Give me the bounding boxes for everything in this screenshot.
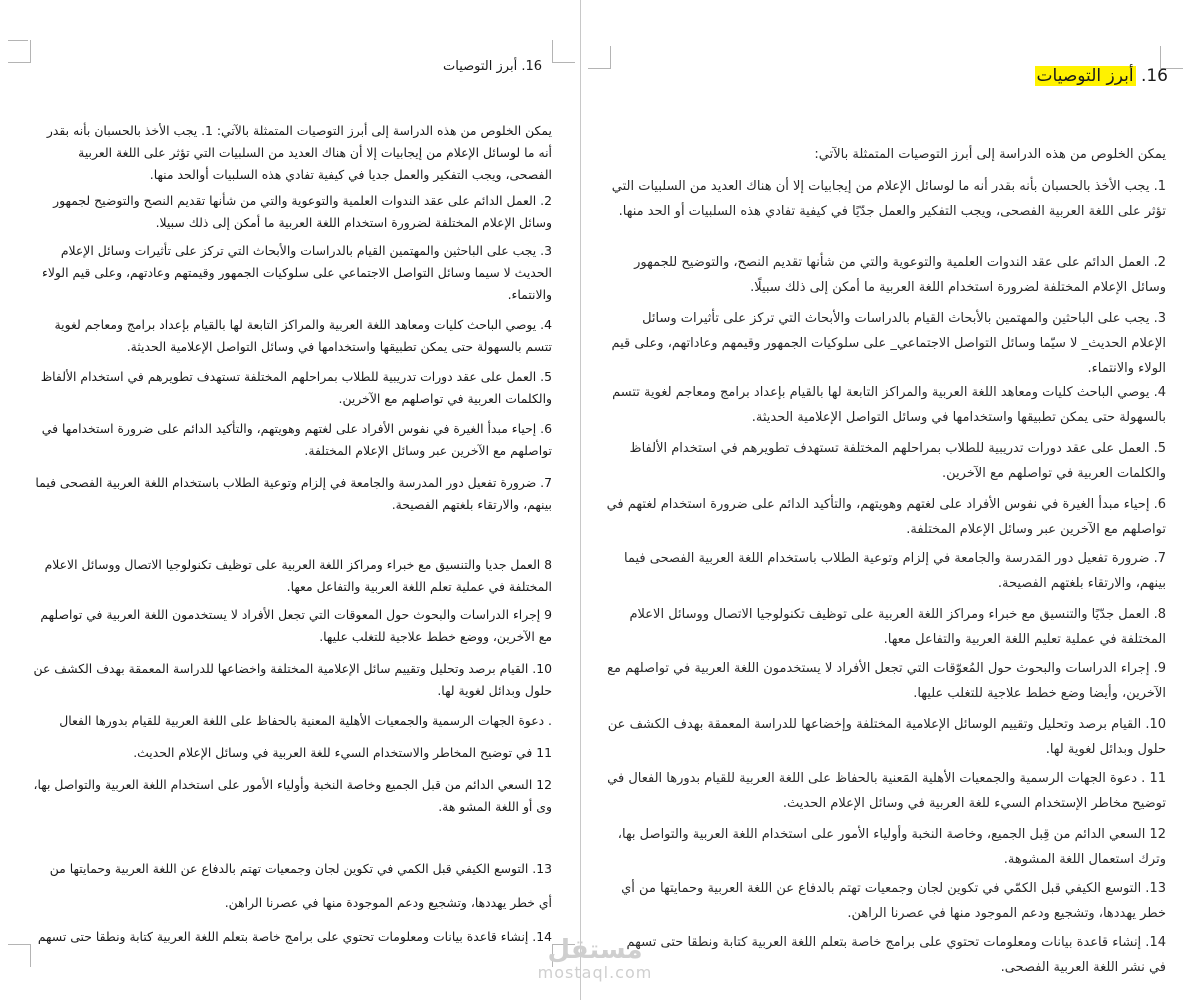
right-paragraph-1: 1. يجب الأخذ بالحسبان بأنه بقدر أنه ما لوسائل الإعلام من إيجابيات إلا أن هناك العديد من السلبيات التي تؤثر على اللغة العربية الفصحى، ويجب التفكير والعمل جدّيًا في كيفية تفادي هذه السلبيات أو الحد منها. [611, 179, 1166, 219]
left-page-heading: 16. أبرز التوصيات [443, 59, 542, 74]
right-paragraph-8: 8. العمل جدّيًا والتنسيق مع خبراء ومراكز اللغة العربية على توظيف تكنولوجيا الاتصال ووسائل الاعلام المختلفة في عملية تعليم اللغة العربية والتفاعل معها. [629, 607, 1166, 647]
left-paragraph-3: 3. يجب على الباحثين والمهتمين القيام بالدراسات والأبحاث التي تركز على تأثيرات وسائل الإعلام الحديث لا سيما وسائل التواصل الاجتماعي على سلوكيات الجمهور وقيمتهم وعادتهم، وعلى قيم الولاء والانتماء. [42, 243, 552, 302]
right-paragraph-2: 2. العمل الدائم على عقد الندوات العلمية والتوعوية والتي من شأنها تقديم النصح، والتوضيح للجمهور وسائل الإعلام المختلفة لضرورة استخدام اللغة العربية ما أمكن إلى ذلك سبيلًا. [634, 255, 1166, 295]
heading-title-highlighted: أبرز التوصيات [1036, 66, 1134, 86]
left-paragraph-6: 6. إحياء مبدأ الغيرة في نفوس الأفراد على لغتهم وهويتهم، والتأكيد الدائم على ضرورة استخدامها في تواصلهم مع الآخرين عبر وسائل الإعلام المختلفة. [41, 421, 552, 458]
left-paragraph-12: 12 السعي الدائم من قبل الجميع وخاصة النخبة وأولياء الأمور على استخدام اللغة العربية والتواصل بها، وى أو اللغة المشو هة. [33, 777, 552, 814]
right-page-heading [1035, 66, 1168, 86]
watermark-latin: mostaql.com [537, 963, 653, 982]
left-paragraph-call: . دعوة الجهات الرسمية والجمعيات الأهلية المعنية بالحفاظ على اللغة العربية للقيام بدورها الفعال [59, 713, 552, 728]
right-paragraph-4: 4. يوصي الباحث كليات ومعاهد اللغة العربية والمراكز التابعة لها بالقيام بإعداد برامج ومعاجم لغوية تتسم بالسهولة حتى يمكن تطبيقها واستخدامها في وسائل التواصل الإعلامية الحديثة. [612, 385, 1166, 425]
left-paragraph-5: 5. العمل على عقد دورات تدريبية للطلاب بمراحلهم المختلفة تستهدف تطويرهم في استخدام الألفاظ والكلمات العربية في تواصلهم مع الآخرين. [40, 369, 552, 406]
left-paragraph-9: 9 إجراء الدراسات والبحوث حول المعوقات التي تجعل الأفراد لا يستخدمون اللغة العربية في تواصلهم مع الآخرين، ووضع خطط علاجية للتغلب عليها. [40, 607, 552, 644]
right-paragraph-5: 5. العمل على عقد دورات تدريبية للطلاب بمراحلهم المختلفة تستهدف تطويرهم في استخدام الألفاظ والكلمات العربية في تواصلهم مع الآخرين. [629, 441, 1166, 481]
right-paragraph-9: 9. إجراء الدراسات والبحوث حول المُعوّقات التي تجعل الأفراد لا يستخدمون اللغة العربية في تواصلهم مع الآخرين، وأيضا وضع خطط علاجية للتغلب عليها. [607, 661, 1166, 701]
right-paragraph-7: 7. ضرورة تفعيل دور المَدرسة والجامعة في إلزام وتوعية الطلاب باستخدام اللغة العربية الفصحى فيما بينهم، والارتقاء بلغتهم الفصيحة. [623, 551, 1166, 591]
left-page [0, 0, 580, 1000]
watermark-arabic: مستقل [547, 935, 643, 965]
right-paragraph-intro: يمكن الخلوص من هذه الدراسة إلى أبرز التوصيات المتمثلة بالآتي: [814, 147, 1166, 162]
left-paragraph-intro: يمكن الخلوص من هذه الدراسة إلى أبرز التوصيات المتمثلة بالآتي: 1. يجب الأخذ بالحسبان بأنه بقدر أنه ما لوسائل الإعلام من إيجابيات إلا أن هناك العديد من السلبيات التي تؤثر على اللغة العربية الفصحى، ويجب التفكير والعمل جديا في كيفية تفادي هذه السلبيات أوالحد منها. [46, 123, 552, 182]
right-paragraph-3: 3. يجب على الباحثين والمهتمين بالأبحاث القيام بالدراسات والأبحاث التي تركز على تأثيرات وسائل الإعلام الحديث_ لا سيّما وسائل التواصل الاجتماعي_ على سلوكيات الجمهور وقيمهم وعاداتهم، وعلى قيم الولاء والانتماء. [611, 311, 1166, 376]
right-paragraph-11: 11 . دعوة الجهات الرسمية والجمعيات الأهلية المَعنية بالحفاظ على اللغة العربية للقيام بدورها الفعال في توضيح مخاطر الإستخدام السيء للغة العربية في وسائل الإعلام الحديث. [607, 771, 1166, 811]
right-paragraph-10: 10. القيام برصد وتحليل وتقييم الوسائل الإعلامية المختلفة وإخضاعها للدراسة المعمقة بهدف الكشف عن حلول وبدائل لغوية لها. [607, 717, 1166, 757]
left-paragraph-14: 14. إنشاء قاعدة بيانات ومعلومات تحتوي على برامج خاصة بتعلم اللغة العربية كتابة ونطقا حتى تسهم [37, 929, 552, 944]
left-paragraph-2: 2. العمل الدائم على عقد الندوات العلمية والتوعوية والتي من شأنها تقديم النصح والتوضيح لجمهور وسائل الإعلام المختلفة لضرورة استخدام اللغة العربية ما أمكن إلى ذلك سبيلا. [53, 193, 552, 230]
right-paragraph-13: 13. التوسع الكيفي قبل الكمّي في تكوين لجان وجمعيات تهتم بالدفاع عن اللغة العربية وحمايتها من أي خطر يهددها، وتشجيع ودعم الموجود منها في عصرنا الراهن. [621, 881, 1166, 921]
right-paragraph-14: 14. إنشاء قاعدة بيانات ومعلومات تحتوي على برامج خاصة بتعلم اللغة العربية كتابة ونطقا حتى تسهم في نشر اللغة العربية الفصحى. [626, 935, 1166, 975]
heading-number: 16. [1140, 66, 1168, 86]
left-paragraph-4: 4. يوصي الباحث كليات ومعاهد اللغة العربية والمراكز التابعة لها بالقيام بإعداد برامج ومعاجم لغوية تتسم بالسهولة حتى يمكن تطبيقها واستخدامها في وسائل التواصل الإعلامية الحديثة. [54, 317, 552, 354]
right-paragraph-6: 6. إحياء مبدأ الغيرة في نفوس الأفراد على لغتهم وهويتهم، والتأكيد الدائم على ضرورة استخدام لغتهم في تواصلهم مع الآخرين عبر وسائل الإعلام المختلفة. [606, 497, 1166, 537]
left-paragraph-8: 8 العمل جديا والتنسيق مع خبراء ومراكز اللغة العربية على توظيف تكنولوجيا الاتصال ووسائل الاعلام المختلفة في عملية تعلم اللغة العربية والتفاعل معها. [44, 557, 552, 594]
left-paragraph-13: 13. التوسع الكيفي قبل الكمي في تكوين لجان وجمعيات تهتم بالدفاع عن اللغة العربية وحمايتها من [49, 861, 552, 876]
right-paragraph-12: 12 السعي الدائم من قِبل الجميع، وخاصة النخبة وأولياء الأمور على استخدام اللغة العربية والتواصل بها، وترك استعمال اللغة المشوهة. [617, 827, 1166, 867]
left-paragraph-10: 10. القيام برصد وتحليل وتقييم سائل الإعلامية المختلفة واخضاعها للدراسة المعمقة بهدف الكشف عن حلول وبدائل لغوية لها. [33, 661, 552, 698]
left-paragraph-7: 7. ضرورة تفعيل دور المدرسة والجامعة في إلزام وتوعية الطلاب باستخدام اللغة العربية الفصحى فيما بينهم، والارتقاء بلغتهم الفصيحة. [35, 475, 552, 512]
left-paragraph-11: 11 في توضيح المخاطر والاستخدام السيء للغة العربية في وسائل الإعلام الحديث. [133, 745, 552, 760]
left-paragraph-13-cont: أي خطر يهددها، وتشجيع ودعم الموجودة منها في عصرنا الراهن. [224, 895, 552, 910]
right-page [581, 0, 1192, 1000]
